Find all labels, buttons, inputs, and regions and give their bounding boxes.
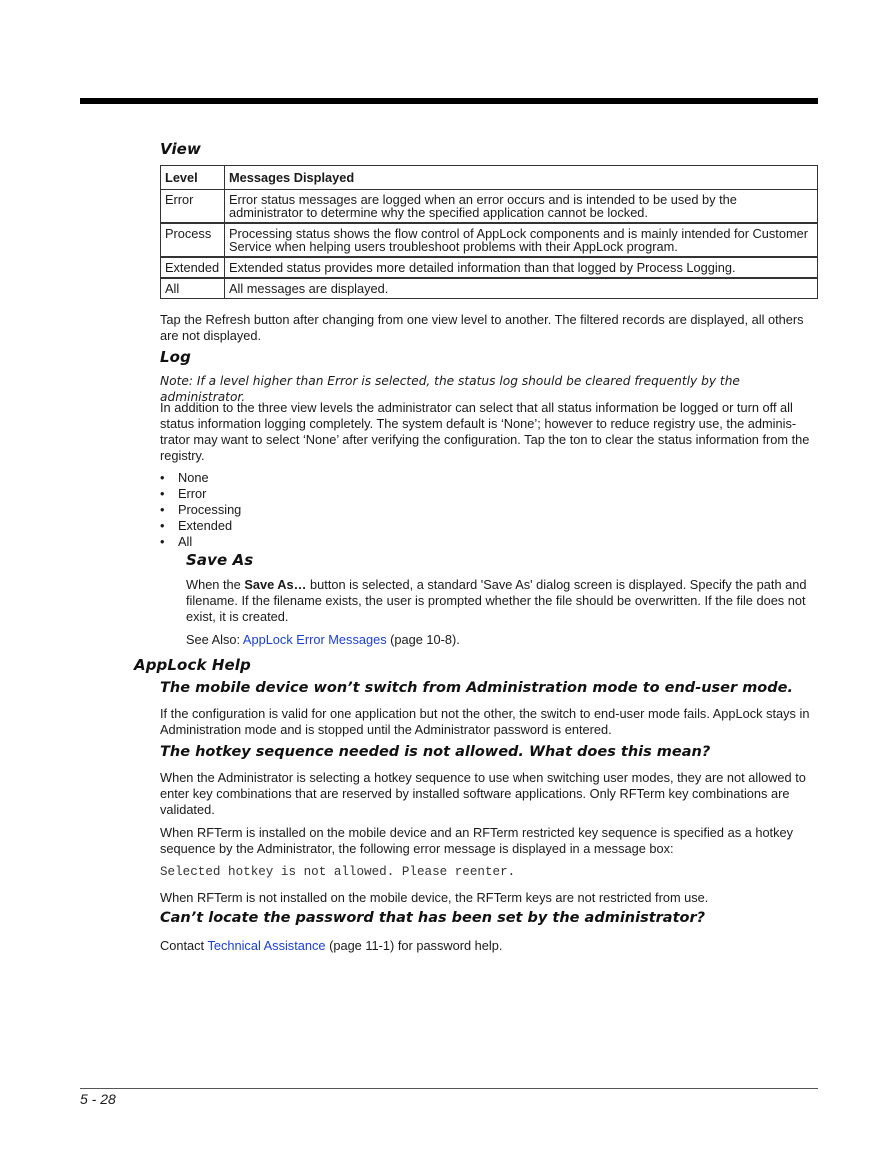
log-options-list — [160, 470, 818, 550]
refresh-instructions: Tap the Refresh button after changing from one view level to another. The filtered records are displayed, all others are not displayed. — [160, 312, 804, 343]
save-as-body — [186, 577, 818, 625]
q2-body3-wrap — [160, 890, 818, 906]
q1-body-wrap — [160, 706, 818, 738]
table-cell-message: Error status messages are logged when an error occurs and is intended to be used by the administrator to determine why the specified application cannot be locked. — [225, 190, 818, 224]
error-message-code: Selected hotkey is not allowed. Please reenter. — [160, 865, 516, 879]
q1-title-wrap — [160, 680, 818, 696]
log-heading: Log — [160, 348, 191, 366]
page-number: 5 - 28 — [80, 1091, 116, 1107]
table-cell-level: Error — [161, 190, 225, 224]
table-header-level: Level — [161, 166, 225, 190]
list-item: • All — [160, 534, 818, 550]
table-cell-level: All — [161, 278, 225, 299]
applock-help-heading: AppLock Help — [134, 656, 251, 674]
see-also-prefix: See Also: — [186, 632, 243, 647]
footer-rule — [80, 1088, 818, 1089]
log-body-wrap — [160, 400, 818, 464]
table-row — [161, 257, 818, 278]
log-options-wrap — [160, 470, 818, 550]
view-after-table — [160, 312, 818, 344]
list-item: • Extended — [160, 518, 818, 534]
table-row — [161, 190, 818, 224]
save-as-section — [186, 551, 818, 569]
technical-assistance-link[interactable]: Technical Assistance — [207, 938, 326, 953]
table-row — [161, 278, 818, 299]
list-item: • None — [160, 470, 818, 486]
q1-body: If the configuration is valid for one application but not the other, the switch to end-user mode fails. AppLock stays in Administration mode and is stopped until the Administrator password is entered. — [160, 706, 810, 737]
save-as-see-also-wrap — [186, 632, 818, 648]
q2-body2: When RFTerm is installed on the mobile device and an RFTerm restricted key sequence is specified as a hotkey sequence by the Administrator, the following error message is displayed in a message box: — [160, 825, 794, 856]
table-cell-message: Processing status shows the flow control of AppLock components and is mainly intended for Customer Service when helping users troubleshoot problems with their AppLock program. — [225, 223, 818, 257]
q2-title-wrap — [160, 744, 818, 760]
q2-body1-wrap — [160, 770, 818, 818]
save-as-heading: Save As — [186, 551, 254, 569]
view-level-table — [160, 165, 818, 299]
q2-body3: When RFTerm is not installed on the mobile device, the RFTerm keys are not restricted from use. — [160, 890, 709, 905]
see-also — [186, 632, 818, 648]
contact-suffix: (page 11-1) for password help. — [325, 938, 503, 953]
view-section — [160, 140, 818, 158]
see-also-suffix: (page 10-8). — [386, 632, 460, 647]
table-header-row — [161, 166, 818, 190]
log-note: Note: If a level higher than Error is selected, the status log should be cleared frequently by the administrator. — [160, 374, 740, 404]
table-row — [161, 223, 818, 257]
table-cell-message: All messages are displayed. — [225, 278, 818, 299]
q3-title-wrap — [160, 910, 818, 926]
table-cell-message: Extended status provides more detailed information than that logged by Process Logging. — [225, 257, 818, 278]
header-rule — [80, 98, 818, 104]
contact-prefix: Contact — [160, 938, 208, 953]
list-item: • Error — [160, 486, 818, 502]
list-item: • Processing — [160, 502, 818, 518]
table-header-messages: Messages Displayed — [225, 166, 818, 190]
q3-body-wrap — [160, 938, 818, 954]
save-as-body-wrap — [186, 577, 818, 625]
save-as-body-suffix: button is selected, a standard 'Save As' dialog screen is displayed. Specify the path and filename. If the filename exists, the user is prompted whether the file should be overwritten. If the file does not exist, it is created. — [186, 577, 807, 624]
applock-help-section — [134, 656, 818, 674]
q3-body — [160, 938, 818, 954]
q3-title: Can’t locate the password that has been set by the administrator? — [160, 910, 706, 926]
q2-body1: When the Administrator is selecting a hotkey sequence to use when switching user modes, they are not allowed to enter key combinations that are reserved by installed software applications. Only RFTerm key combinations are validated. — [160, 770, 806, 817]
log-body: In addition to the three view levels the administrator can select that all status information be logged or turn off all status information logging completely. The system default is ‘None’; however to reduce registry use, the adminis-trator may want to select ‘None’ after verifying the configuration. Tap the ton to clear the status information from the registry. — [160, 400, 810, 463]
view-table-wrap — [160, 165, 818, 299]
view-heading: View — [160, 140, 201, 158]
table-cell-level: Process — [161, 223, 225, 257]
q2-title: The hotkey sequence needed is not allowed. What does this mean? — [160, 744, 711, 760]
save-as-body-prefix: When the — [186, 577, 245, 592]
applock-error-messages-link[interactable]: AppLock Error Messages — [242, 632, 387, 647]
save-as-button-label: Save As… — [244, 577, 307, 592]
q2-code-wrap — [160, 864, 818, 880]
q1-title: The mobile device won’t switch from Administration mode to end-user mode. — [160, 680, 793, 696]
log-section — [160, 348, 818, 366]
table-cell-level: Extended — [161, 257, 225, 278]
q2-body2-wrap — [160, 825, 818, 857]
